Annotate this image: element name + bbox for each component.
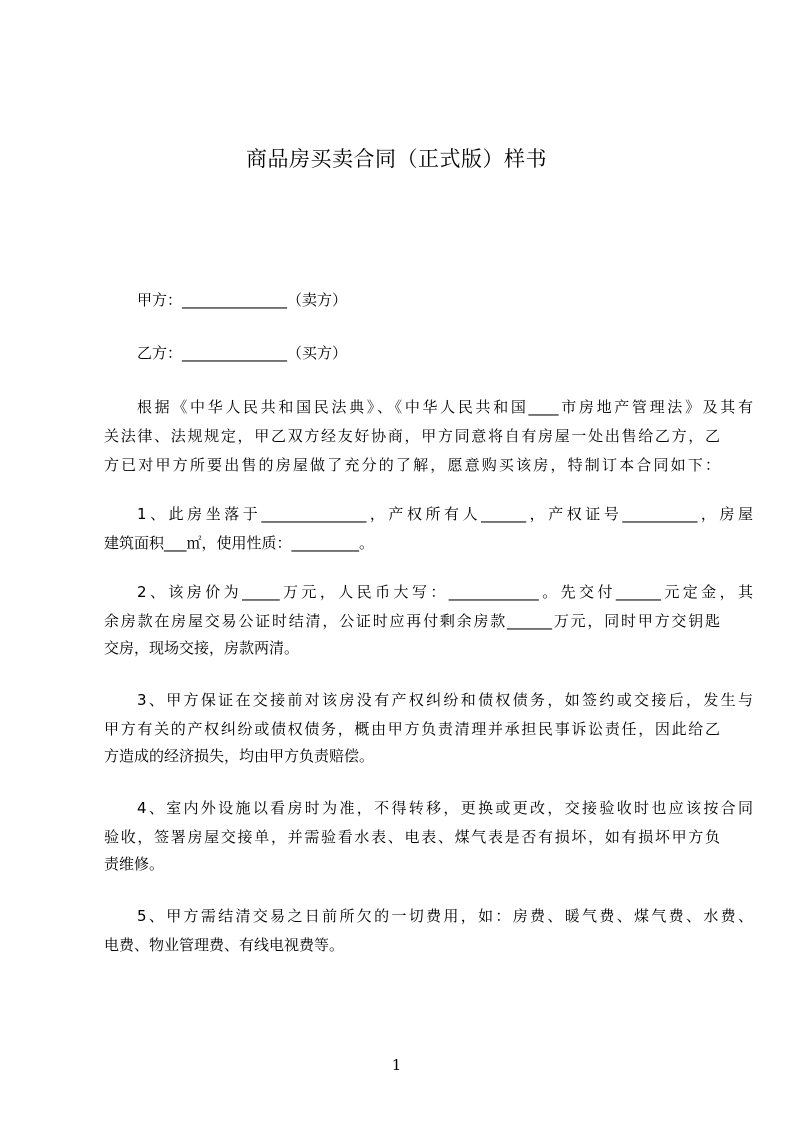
clause-1-line-2: 建筑面积___㎡，使用性质：_________。 bbox=[104, 534, 375, 552]
clause-5-line-1: 5、甲方需结清交易之日前所欠的一切费用，如：房费、暖气费、煤气费、水费、 bbox=[137, 907, 753, 925]
clause-3-line-1: 3、甲方保证在交接前对该房没有产权纠纷和债权债务，如签约或交接后，发生与 bbox=[137, 691, 753, 709]
preamble-line-2: 关法律、法规规定，甲乙双方经友好协商，甲方同意将自有房屋一处出售给乙方，乙 bbox=[104, 427, 720, 445]
clause-1-line-1: 1、此房坐落于______________，产权所有人______，产权证号__________，房屋 bbox=[137, 505, 753, 523]
clause-2-line-3: 交房，现场交接，房款两清。 bbox=[104, 639, 300, 657]
party-a-line: 甲方：______________（卖方） bbox=[137, 291, 348, 309]
page-number: 1 bbox=[391, 1056, 402, 1074]
preamble-line-1: 根据《中华人民共和国民法典》、《中华人民共和国____市房地产管理法》及其有 bbox=[137, 398, 753, 416]
clause-3-line-2: 甲方有关的产权纠纷或债权债务，概由甲方负责清理并承担民事诉讼责任，因此给乙 bbox=[104, 720, 720, 738]
clause-3-line-3: 方造成的经济损失，均由甲方负责赔偿。 bbox=[104, 747, 375, 765]
clause-4-line-3: 责维修。 bbox=[104, 855, 165, 873]
preamble-line-3: 方已对甲方所要出售的房屋做了充分的了解，愿意购买该房，特制订本合同如下： bbox=[104, 456, 720, 474]
document-title: 商品房买卖合同（正式版）样书 bbox=[246, 147, 547, 171]
clause-2-line-1: 2、该房价为_____万元，人民币大写：____________。先交付______元定金，其 bbox=[137, 583, 753, 601]
clause-4-line-2: 验收，签署房屋交接单，并需验看水表、电表、煤气表是否有损坏，如有损坏甲方负 bbox=[104, 828, 720, 846]
clause-5-line-2: 电费、物业管理费、有线电视费等。 bbox=[104, 936, 345, 954]
clause-4-line-1: 4、室内外设施以看房时为准，不得转移，更换或更改，交接验收时也应该按合同 bbox=[137, 799, 753, 817]
party-b-line: 乙方：______________（买方） bbox=[137, 344, 348, 362]
clause-2-line-2: 余房款在房屋交易公证时结清，公证时应再付剩余房款______万元，同时甲方交钥匙 bbox=[104, 612, 720, 630]
